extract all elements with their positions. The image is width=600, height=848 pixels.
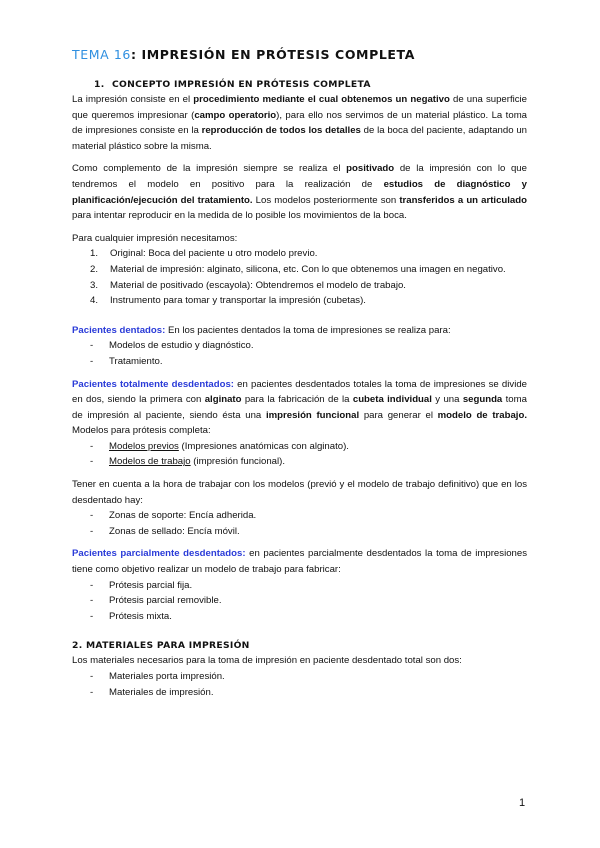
list-item: - Modelos de trabajo (impresión funcional).	[90, 456, 285, 468]
list-item: - Materiales porta impresión.	[90, 671, 225, 682]
paragraph-tener-en-cuenta: Tener en cuenta a la hora de trabajar con los modelos (previó y el modelo de trabajo definitivo) que en los desdentado hay:	[72, 479, 527, 506]
list-item: - Prótesis mixta.	[90, 610, 172, 622]
materiales-list	[72, 669, 527, 700]
numbered-list	[72, 246, 527, 308]
title-tema: TEMA 16	[72, 47, 131, 62]
list-item: - Zonas de soporte: Encía adherida.	[90, 510, 257, 522]
paragraph-materiales: Los materiales necesarios para la toma de impresión en paciente desdentado total son dos:	[72, 655, 462, 667]
dentados-list	[72, 338, 527, 369]
list-item: - Tratamiento.	[90, 355, 163, 367]
label-parcial: Pacientes parcialmente desdentados:	[72, 548, 246, 560]
page-title	[72, 46, 527, 64]
section-1-heading: 1. CONCEPTO IMPRESIÓN EN PRÓTESIS COMPLETA	[94, 79, 371, 90]
paragraph-parcial: Pacientes parcialmente desdentados: en pacientes parcialmente desdentados la toma de impresiones tiene como objetivo realizar un modelo de trabajo para fabricar:	[72, 548, 528, 576]
section-2-heading: 2. MATERIALES PARA IMPRESIÓN	[72, 640, 250, 652]
list-item: 4. Instrumento para tomar y transportar la impresión (cubetas).	[90, 295, 366, 307]
label-desdentados: Pacientes totalmente desdentados:	[72, 378, 235, 390]
list-item: 2. Material de impresión: alginato, silicona, etc. Con lo que obtenemos una imagen en negativo.	[90, 263, 506, 275]
paragraph-desdentados: Pacientes totalmente desdentados: en pacientes desdentados totales la toma de impresiones se divide en dos, siendo la primera con alginato para la fabricación de la cubeta individual y una segunda toma de impresión al paciente, siendo ésta una impresión funcional para generar el modelo de trabajo. Modelos para prótesis completa:	[72, 378, 527, 437]
paragraph-positivado: Como complemento de la impresión siempre se realiza el positivado de la impresión con lo que tendremos el modelo en positivo para la realización de estudios de diagnóstico y planificación/ejecución del tratamiento. Los modelos posteriormente son transferidos a un articulado para intentar reproducir en la medida de lo posible los movimientos de la boca.	[72, 163, 528, 222]
list-item: - Prótesis parcial fija.	[90, 579, 193, 591]
list-item: - Modelos previos (Impresiones anatómicas con alginato).	[90, 440, 349, 452]
parcial-list	[72, 578, 527, 625]
paragraph-concepto: La impresión consiste en el procedimiento mediante el cual obtenemos un negativo de una superficie que queremos impresionar (campo operatorio), para ello nos servimos de un material plástico. La toma de impresiones consiste en la reproducción de todos los detalles de la boca del paciente, adaptando un material plástico sobre la misma.	[72, 94, 528, 152]
list-item: - Modelos de estudio y diagnóstico.	[90, 340, 254, 352]
list-item: - Zonas de sellado: Encía móvil.	[90, 525, 240, 537]
zonas-list	[72, 508, 527, 539]
page-number: 1	[519, 797, 526, 809]
list-item: - Prótesis parcial removible.	[90, 595, 222, 607]
document-page	[72, 46, 527, 700]
paragraph-dentados: Pacientes dentados: En los pacientes dentados la toma de impresiones se realiza para:	[72, 324, 451, 336]
desdentados-list	[72, 439, 527, 470]
list-item: 3. Material de positivado (escayola): Obtendremos el modelo de trabajo.	[90, 279, 406, 291]
label-dentados: Pacientes dentados:	[72, 324, 166, 336]
list-item: - Materiales de impresión.	[90, 686, 214, 698]
list-item: 1. Original: Boca del paciente u otro modelo previo.	[90, 248, 318, 260]
paragraph-necesitamos: Para cualquier impresión necesitamos:	[72, 232, 238, 244]
title-text: : IMPRESIÓN EN PRÓTESIS COMPLETA	[130, 47, 415, 62]
